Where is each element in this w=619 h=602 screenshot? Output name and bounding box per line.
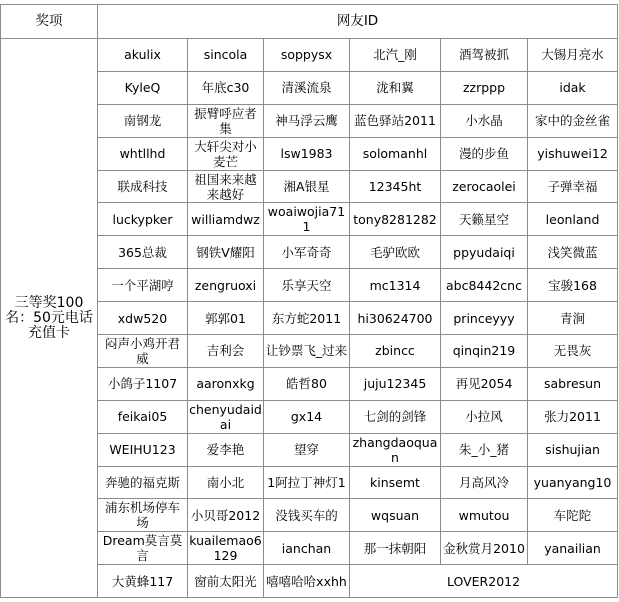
user-id-cell: 无畏灰 [528, 335, 618, 368]
user-id-cell: 一个平湖哼 [98, 269, 188, 302]
user-id-cell: 1阿拉丁神灯1 [264, 466, 350, 499]
user-id-cell: 小贝哥2012 [188, 499, 264, 532]
user-id-cell: 金秋赏月2010 [441, 532, 528, 565]
user-id-cell: williamdwz [188, 203, 264, 236]
user-id-cell: yanailian [528, 532, 618, 565]
user-id-cell: yuanyang10 [528, 466, 618, 499]
user-id-cell: sabresun [528, 367, 618, 400]
user-id-cell: xdw520 [98, 302, 188, 335]
user-id-cell: 小鸽子1107 [98, 367, 188, 400]
user-id-cell: KyleQ [98, 71, 188, 104]
user-id-cell: 湘A银星 [264, 170, 350, 203]
user-id-cell: ianchan [264, 532, 350, 565]
user-id-cell: whtllhd [98, 137, 188, 170]
user-id-cell: 清溪流泉 [264, 71, 350, 104]
user-id-cell: juju12345 [350, 367, 441, 400]
user-id-cell: 闷声小鸡开君威 [98, 335, 188, 368]
user-id-cell: akulix [98, 39, 188, 72]
user-id-cell: zzrppp [441, 71, 528, 104]
user-id-cell: 振臂呼应者集 [188, 104, 264, 137]
user-id-cell: sishujian [528, 433, 618, 466]
user-id-cell: 东方蛇2011 [264, 302, 350, 335]
user-id-cell: 南小北 [188, 466, 264, 499]
user-id-cell: lsw1983 [264, 137, 350, 170]
user-id-cell: aaronxkg [188, 367, 264, 400]
user-id-cell: abc8442cnc [441, 269, 528, 302]
user-id-cell: 小军奇奇 [264, 236, 350, 269]
user-id-cell: 家中的金丝雀 [528, 104, 618, 137]
user-id-cell: 蓝色驿站2011 [350, 104, 441, 137]
table-row [1, 39, 618, 72]
user-id-cell: 钢铁V耀阳 [188, 236, 264, 269]
user-id-cell: 大锡月亮水 [528, 39, 618, 72]
user-id-cell: 郭郭01 [188, 302, 264, 335]
user-id-cell: 让钞票飞_过来 [264, 335, 350, 368]
user-id-cell: 南钢龙 [98, 104, 188, 137]
user-id-cell: 泷和翼 [350, 71, 441, 104]
user-id-cell: 大黄蜂117 [98, 565, 188, 598]
user-id-merged-cell: LOVER2012 [350, 565, 618, 598]
user-id-cell: zhangdaoquan [350, 433, 441, 466]
user-id-cell: 嘻嘻哈哈xxhh [264, 565, 350, 598]
user-id-cell: soppysx [264, 39, 350, 72]
user-id-cell: idak [528, 71, 618, 104]
user-id-cell: 小拉风 [441, 400, 528, 433]
user-id-cell: 青涧 [528, 302, 618, 335]
user-id-cell: 12345ht [350, 170, 441, 203]
user-id-cell: 爱李艳 [188, 433, 264, 466]
user-id-cell: 毛驴欧欧 [350, 236, 441, 269]
user-id-cell: chenyudaidai [189, 401, 262, 432]
winners-table-wrapper [0, 4, 618, 598]
user-id-cell: tony8281282 [350, 203, 441, 236]
user-id-cell: 年底c30 [188, 71, 264, 104]
prize-cell: 三等奖100名：50元电话充值卡 [1, 39, 98, 598]
user-id-cell: 联成科技 [98, 170, 188, 203]
user-id-cell: 望穿 [264, 433, 350, 466]
user-id-cell: sincola [188, 39, 264, 72]
user-id-cell: 浦东机场停车场 [98, 499, 188, 532]
user-id-cell: gx14 [264, 400, 350, 433]
user-id-cell: 神马浮云鹰 [264, 104, 350, 137]
user-id-cell: 天籁星空 [441, 203, 528, 236]
user-id-cell: leonland [528, 203, 618, 236]
user-id-cell: 浅笑微蓝 [528, 236, 618, 269]
user-id-header: 网友ID [98, 5, 618, 39]
user-id-cell: Dream莫言莫言 [98, 532, 188, 565]
user-id-cell: 365总裁 [98, 236, 188, 269]
user-id-cell: 宝骏168 [528, 269, 618, 302]
user-id-cell: solomanhl [350, 137, 441, 170]
user-id-cell: 子弹幸福 [528, 170, 618, 203]
user-id-cell: 窗前太阳光 [188, 565, 264, 598]
user-id-cell: 张力2011 [528, 400, 618, 433]
user-id-cell: yishuwei12 [528, 137, 618, 170]
user-id-cell: 奔驰的福克斯 [98, 466, 188, 499]
user-id-cell: 朱_小_猪 [441, 433, 528, 466]
user-id-cell: 吉利会 [188, 335, 264, 368]
user-id-cell: wmutou [441, 499, 528, 532]
user-id-cell: zbincc [350, 335, 441, 368]
user-id-cell: luckypker [98, 203, 188, 236]
winners-table [0, 4, 618, 598]
table-header-row [1, 5, 618, 39]
user-id-cell: 北汽_刚 [350, 39, 441, 72]
user-id-cell: 大轩尖对小麦芒 [188, 137, 264, 170]
user-id-cell: wqsuan [350, 499, 441, 532]
user-id-cell: 皓哲80 [264, 367, 350, 400]
user-id-cell: 月高风冷 [441, 466, 528, 499]
user-id-cell: feikai05 [98, 400, 188, 433]
user-id-cell: ppyudaiqi [441, 236, 528, 269]
user-id-cell: kuailemao6129 [189, 533, 262, 564]
user-id-cell: zengruoxi [188, 269, 264, 302]
user-id-cell: princeyyy [441, 302, 528, 335]
user-id-cell: 乐享天空 [264, 269, 350, 302]
user-id-cell: 七剑的剑锋 [350, 400, 441, 433]
user-id-cell: zerocaolei [441, 170, 528, 203]
user-id-cell: mc1314 [350, 269, 441, 302]
user-id-cell: hi30624700 [350, 302, 441, 335]
user-id-cell: 漫的步鱼 [441, 137, 528, 170]
user-id-cell: qinqin219 [441, 335, 528, 368]
user-id-cell: 没钱买车的 [264, 499, 350, 532]
user-id-cell: kinsemt [350, 466, 441, 499]
user-id-cell: 祖国来来越来越好 [188, 170, 264, 203]
user-id-cell: woaiwojia711 [264, 203, 350, 236]
prize-header: 奖项 [1, 5, 98, 39]
user-id-cell: 小水晶 [441, 104, 528, 137]
user-id-cell: 酒驾被抓 [441, 39, 528, 72]
user-id-cell: 那一抹朝阳 [350, 532, 441, 565]
user-id-cell: 再见2054 [441, 367, 528, 400]
user-id-cell: 车陀陀 [528, 499, 618, 532]
user-id-cell: WEIHU123 [98, 433, 188, 466]
